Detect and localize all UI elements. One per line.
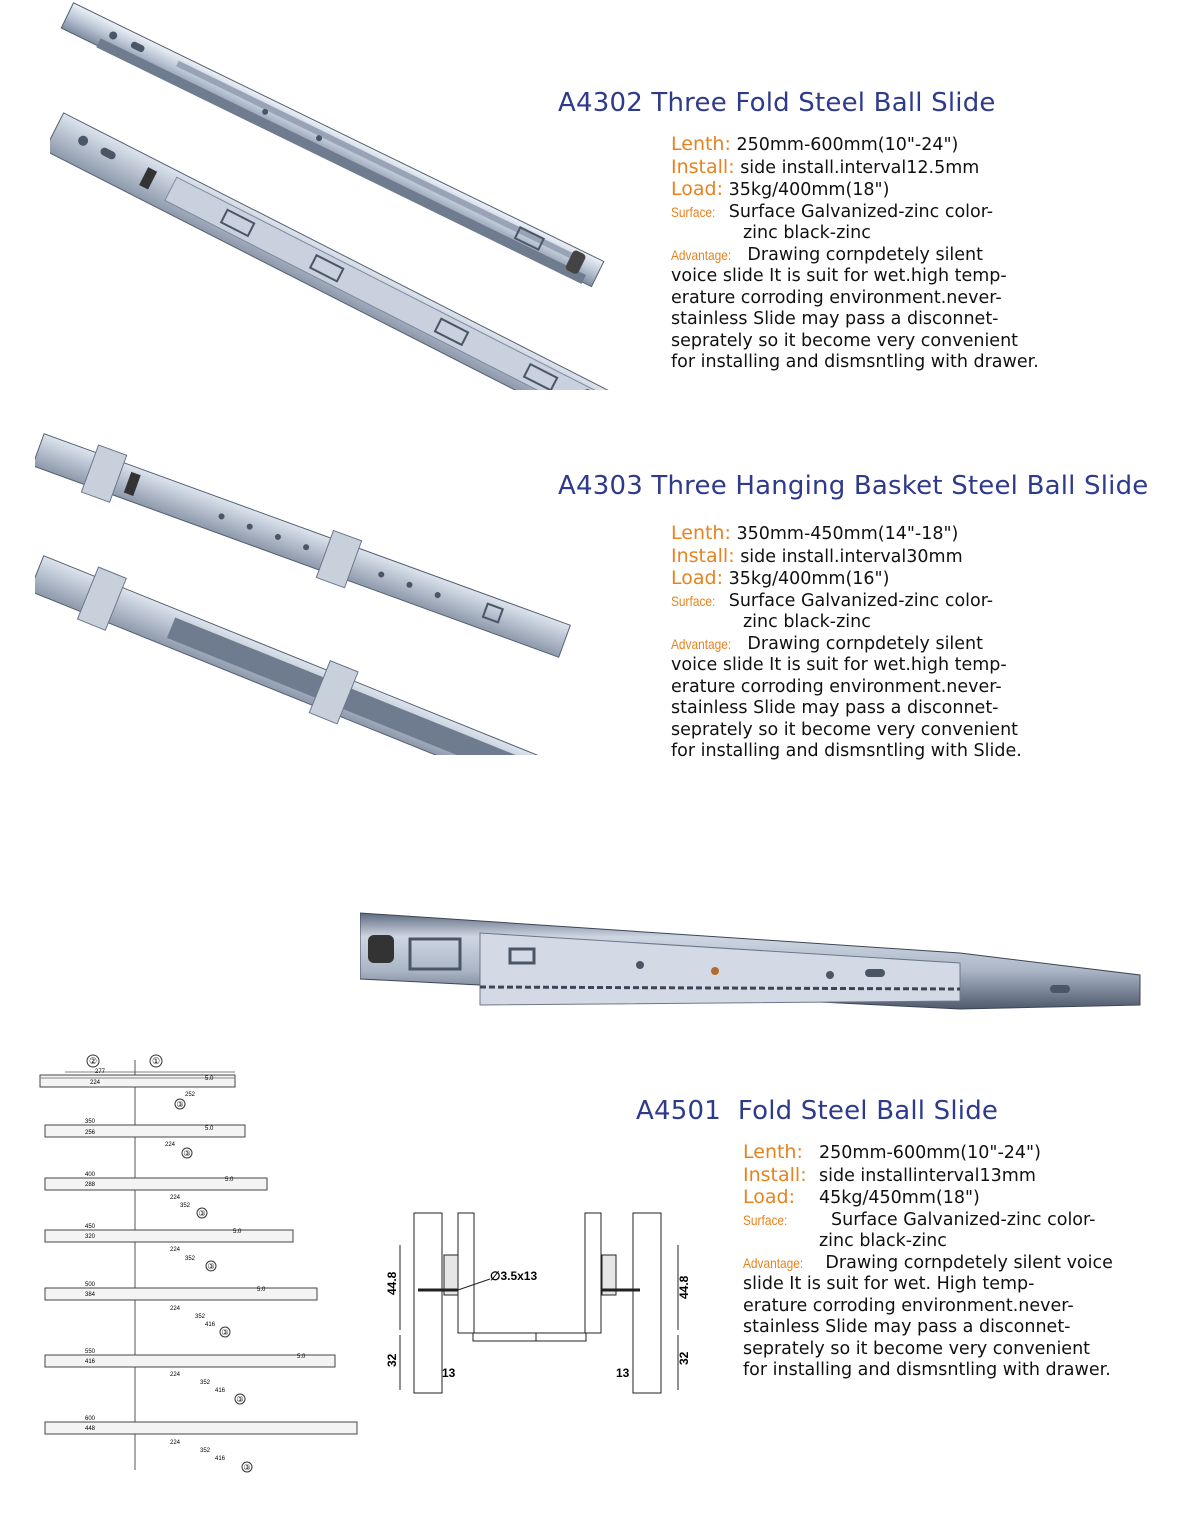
row-mid2: 352	[185, 1256, 196, 1262]
row-mid: 252	[185, 1092, 196, 1098]
mounting-cross-section-diagram	[378, 1205, 703, 1400]
advantage-line: slide It is suit for wet. High temp-	[743, 1274, 1035, 1294]
advantage-line: seprately so it become very convenient	[743, 1338, 1091, 1359]
load-label: Load:	[671, 567, 723, 589]
advantage-line: seprately so it become very convenient	[671, 719, 1019, 740]
load-value: 45kg/450mm(18")	[819, 1188, 980, 1208]
advantage-line: stainless Slide may pass a disconnet-	[671, 698, 999, 718]
row-small: 5.0	[297, 1354, 306, 1360]
marker-3: ③	[198, 1209, 206, 1218]
surface-value-2: zinc black-zinc	[743, 612, 871, 632]
surface-label: Surface:	[743, 1211, 788, 1228]
advantage-line: erature corroding environment.never-	[671, 676, 1002, 697]
install-label: Install:	[743, 1163, 807, 1186]
lenth-value: 250mm-600mm(10"-24")	[736, 135, 959, 155]
row-mid3: 416	[215, 1388, 226, 1394]
marker-3: ③	[183, 1149, 191, 1158]
row-inner: 256	[85, 1130, 96, 1136]
row-mid2: 352	[195, 1314, 206, 1320]
advantage-label: Advantage:	[743, 1254, 804, 1271]
a4303-specs	[671, 523, 1022, 763]
diagram-row	[45, 1119, 245, 1158]
install-value: side installinterval13mm	[819, 1165, 1036, 1186]
marker-1: ①	[151, 1056, 161, 1066]
row-small: 5.0	[233, 1229, 242, 1235]
row-mid: 224	[170, 1372, 181, 1378]
advantage-label: Advantage:	[671, 635, 732, 652]
row-mid: 224	[170, 1195, 181, 1201]
advantage-line: for installing and dismsntling with drawer.	[743, 1360, 1111, 1380]
row-mid: 224	[170, 1306, 181, 1312]
lenth-label: Lenth:	[743, 1141, 803, 1163]
advantage-value-1: Drawing cornpdetely silent	[747, 633, 984, 654]
lenth-label: Lenth:	[671, 133, 731, 155]
a4302-slide-photo	[50, 0, 640, 390]
diagram-row	[45, 1282, 317, 1337]
a4303-title: A4303 Three Hanging Basket Steel Ball Slide	[558, 471, 1149, 501]
surface-label: Surface:	[671, 203, 716, 220]
advantage-line: seprately so it become very convenient	[671, 330, 1019, 351]
row-total: 450	[85, 1224, 96, 1230]
row-inner: 416	[85, 1359, 96, 1365]
screw-size-label: ∅3.5x13	[490, 1269, 538, 1283]
advantage-line: for installing and dismsntling with Slide.	[671, 741, 1022, 761]
dim-width-right: 13	[616, 1366, 630, 1380]
marker-3: ③	[176, 1100, 184, 1109]
advantage-line: erature corroding environment.never-	[743, 1295, 1074, 1316]
row-total: 350	[85, 1119, 96, 1125]
install-value: side install.interval12.5mm	[740, 157, 980, 178]
surface-value-2: zinc black-zinc	[819, 1231, 947, 1251]
row-small: 5.0	[225, 1177, 234, 1183]
install-value: side install.interval30mm	[740, 546, 963, 567]
row-mid: 224	[165, 1142, 176, 1148]
row-small: 5.0	[205, 1076, 214, 1082]
diagram-row	[40, 1069, 235, 1109]
a4302-title: A4302 Three Fold Steel Ball Slide	[558, 88, 996, 118]
advantage-value-1: Drawing cornpdetely silent voice	[825, 1252, 1113, 1273]
surface-label: Surface:	[671, 592, 716, 609]
surface-value-1: Surface Galvanized-zinc color-	[831, 1209, 1096, 1230]
row-total: 400	[85, 1172, 96, 1178]
dim-lower-left: 32	[385, 1353, 399, 1367]
length-dimension-diagram	[35, 1050, 365, 1480]
lenth-value: 250mm-600mm(10"-24")	[819, 1143, 1041, 1163]
advantage-line: voice slide It is suit for wet.high temp-	[671, 266, 1007, 286]
lenth-value: 350mm-450mm(14"-18")	[736, 524, 959, 544]
load-value: 35kg/400mm(18")	[728, 180, 890, 200]
advantage-value-1: Drawing cornpdetely silent	[747, 244, 984, 265]
marker-3: ③	[236, 1395, 244, 1404]
dim-lower-right: 32	[677, 1351, 691, 1365]
advantage-line: voice slide It is suit for wet.high temp-	[671, 655, 1007, 675]
a4501-title: A4501 Fold Steel Ball Slide	[636, 1096, 999, 1126]
row-inner: 224	[90, 1080, 101, 1086]
lenth-label: Lenth:	[671, 522, 731, 544]
marker-3: ③	[221, 1328, 229, 1337]
marker-2: ②	[88, 1056, 98, 1066]
row-mid2: 352	[200, 1380, 211, 1386]
load-label: Load:	[743, 1186, 795, 1208]
diagram-row	[45, 1349, 335, 1404]
advantage-label: Advantage:	[671, 246, 732, 263]
row-mid2: 352	[200, 1448, 211, 1454]
row-inner: 320	[85, 1234, 96, 1240]
a4501-specs	[743, 1142, 1113, 1382]
a4501-slide-photo	[360, 905, 1145, 1030]
row-total: 550	[85, 1349, 96, 1355]
a4303-slide-photo	[35, 425, 580, 755]
diagram-row	[45, 1416, 357, 1472]
row-mid3: 416	[215, 1456, 226, 1462]
row-total: 500	[85, 1282, 96, 1288]
advantage-line: erature corroding environment.never-	[671, 287, 1002, 308]
row-inner: 288	[85, 1182, 96, 1188]
row-total: 277	[95, 1069, 106, 1075]
advantage-line: stainless Slide may pass a disconnet-	[743, 1317, 1071, 1337]
load-label: Load:	[671, 178, 723, 200]
row-mid: 224	[170, 1247, 181, 1253]
surface-value-1: Surface Galvanized-zinc color-	[728, 590, 994, 611]
dim-width-left: 13	[442, 1366, 456, 1380]
install-label: Install:	[671, 155, 735, 178]
row-mid2: 352	[180, 1203, 191, 1209]
marker-3: ③	[207, 1262, 215, 1271]
surface-value-2: zinc black-zinc	[743, 223, 871, 243]
marker-3: ③	[243, 1463, 251, 1472]
dim-height-left: 44.8	[385, 1271, 399, 1295]
row-mid3: 416	[205, 1322, 216, 1328]
surface-value-1: Surface Galvanized-zinc color-	[728, 201, 994, 222]
row-small: 5.0	[205, 1126, 214, 1132]
row-mid: 224	[170, 1440, 181, 1446]
advantage-line: stainless Slide may pass a disconnet-	[671, 309, 999, 329]
row-inner: 384	[85, 1292, 96, 1298]
dim-height-right: 44.8	[677, 1275, 691, 1299]
diagram-row	[45, 1224, 293, 1271]
row-total: 600	[85, 1416, 96, 1422]
install-label: Install:	[671, 544, 735, 567]
row-inner: 448	[85, 1426, 96, 1432]
row-small: 5.0	[257, 1287, 266, 1293]
a4302-specs	[671, 134, 1039, 374]
load-value: 35kg/400mm(16")	[728, 569, 890, 589]
diagram-row	[45, 1172, 267, 1218]
advantage-line: for installing and dismsntling with drawer.	[671, 352, 1039, 372]
